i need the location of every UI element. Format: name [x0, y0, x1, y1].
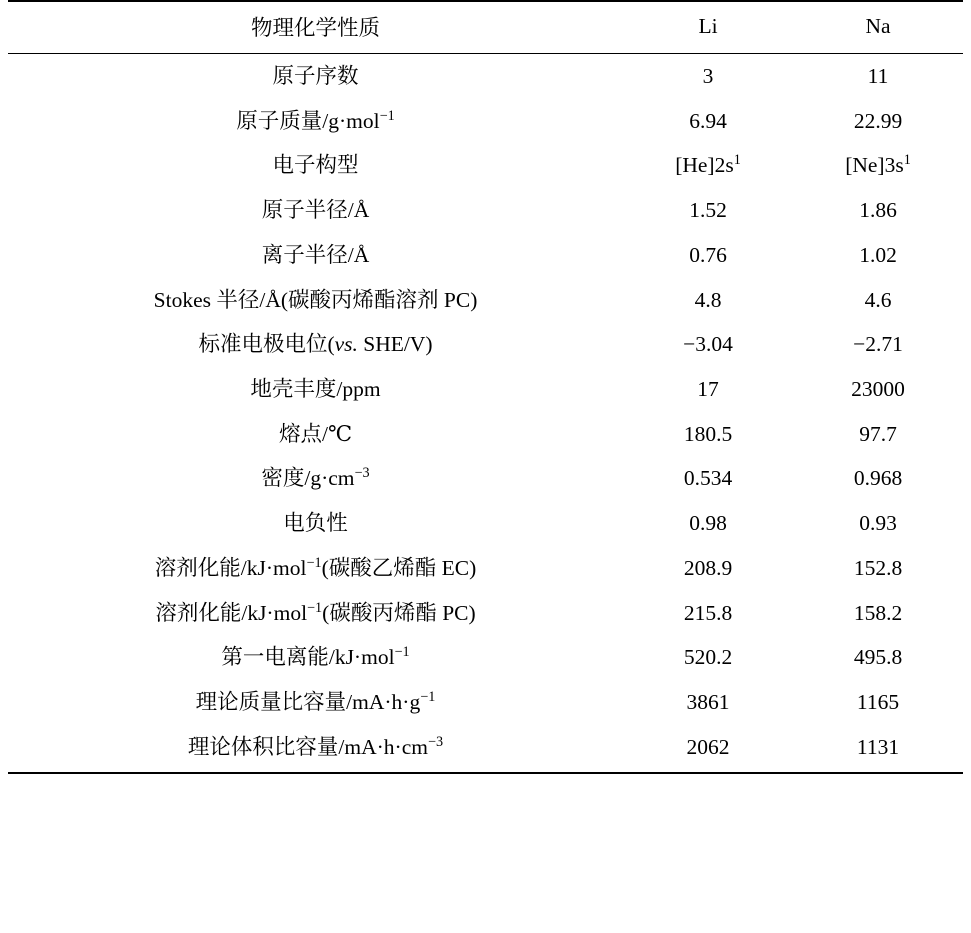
cell-na-value: 1131: [793, 725, 963, 773]
table-row: [8, 54, 963, 99]
cell-na-value: 23000: [851, 377, 905, 402]
table-body: [8, 54, 963, 773]
cell-property-name: 密度$/g\cdot cm^{-3}$: [261, 465, 370, 491]
table-header: [8, 1, 963, 54]
table-row: [8, 278, 963, 323]
cell-li-value: 3: [702, 64, 714, 88]
cell-li-value: 0.534: [683, 466, 733, 491]
cell-property-name: 理论质量比容量$/mA\cdot h\cdot g^{-1}$: [195, 688, 436, 715]
cell-li-value: 17: [697, 377, 719, 402]
table-row: [8, 367, 963, 412]
column-header-li: Li: [623, 1, 793, 54]
cell-property-name: 第一电离能/kJ·mol$^{-1}$: [221, 644, 410, 670]
table-header-row: [8, 1, 963, 54]
cell-na-value: 152.8: [853, 555, 903, 580]
column-header-property: 物理化学性质: [8, 1, 623, 54]
cell-property-name: 电负性: [283, 511, 348, 536]
physicochemical-properties-table: [8, 0, 963, 774]
cell-na-value: 0.968: [853, 466, 903, 491]
cell-na-value: 1165: [856, 690, 900, 715]
cell-property-name: 地壳丰度/ppm: [250, 377, 381, 402]
cell-na-value: 97.7: [859, 421, 897, 446]
cell-na-value: $[Ne]3s^1$: [845, 152, 911, 178]
cell-property-name: 溶剂化能/kJ·mol$^{-1}$(碳酸丙烯酯 PC): [155, 599, 476, 625]
cell-na-value: 1.86: [859, 198, 897, 223]
table-row: [8, 412, 963, 457]
cell-na-value: −2.71: [853, 332, 903, 357]
cell-li-value: 208.9: [683, 555, 733, 580]
table-row: [8, 143, 963, 188]
cell-li-value: 2062: [623, 725, 793, 773]
cell-property-name: 离子半径/Å: [261, 242, 370, 267]
cell-li-value: 6.94: [689, 108, 727, 133]
cell-li-value: 180.5: [683, 421, 733, 446]
table-row: [8, 233, 963, 278]
table-row: [8, 635, 963, 680]
cell-property-name: 原子序数: [272, 64, 359, 88]
table-row: [8, 188, 963, 233]
cell-property-name: 熔点/℃: [278, 421, 353, 446]
cell-property-name: 电子构型: [272, 153, 359, 178]
cell-li-value: 1.52: [689, 198, 727, 223]
cell-li-value: 0.76: [689, 242, 727, 267]
table-row: [8, 456, 963, 501]
table-row: [8, 725, 963, 773]
cell-property-name: 溶剂化能/kJ·mol$^{-1}$(碳酸乙烯酯 EC): [154, 554, 477, 580]
cell-li-value: 215.8: [683, 600, 733, 625]
cell-na-value: 0.93: [859, 511, 897, 536]
cell-li-value: 520.2: [683, 645, 733, 670]
cell-property-name: 原子半径/Å: [261, 198, 370, 223]
cell-na-value: 1.02: [859, 242, 897, 267]
column-header-na: Na: [793, 1, 963, 54]
cell-li-value: 4.8: [694, 287, 722, 312]
cell-na-value: 22.99: [853, 108, 903, 133]
cell-property-name: 理论体积比容量$/mA\cdot h\cdot cm^{-3}$: [8, 725, 623, 773]
table-row: [8, 501, 963, 546]
table-row: [8, 546, 963, 591]
cell-na-value: 495.8: [853, 645, 903, 670]
cell-li-value: 0.98: [689, 511, 727, 536]
cell-li-value: −3.04: [683, 332, 733, 357]
cell-na-value: 4.6: [864, 287, 892, 312]
cell-property-name: Stokes 半径/Å(碳酸丙烯酯溶剂 PC): [153, 287, 478, 312]
table-row: [8, 591, 963, 636]
cell-li-value: 3861: [686, 690, 730, 715]
cell-property-name: 原子质量/g·mol$^{-1}$: [236, 107, 395, 133]
cell-na-value: 158.2: [853, 600, 903, 625]
cell-na-value: 11: [867, 64, 889, 88]
table-row: [8, 680, 963, 725]
cell-li-value: $[He]2s^1$: [675, 152, 741, 178]
cell-property-name: 标准电极电位(vs. SHE/V): [198, 332, 433, 357]
table-row: [8, 322, 963, 367]
table-row: [8, 99, 963, 144]
